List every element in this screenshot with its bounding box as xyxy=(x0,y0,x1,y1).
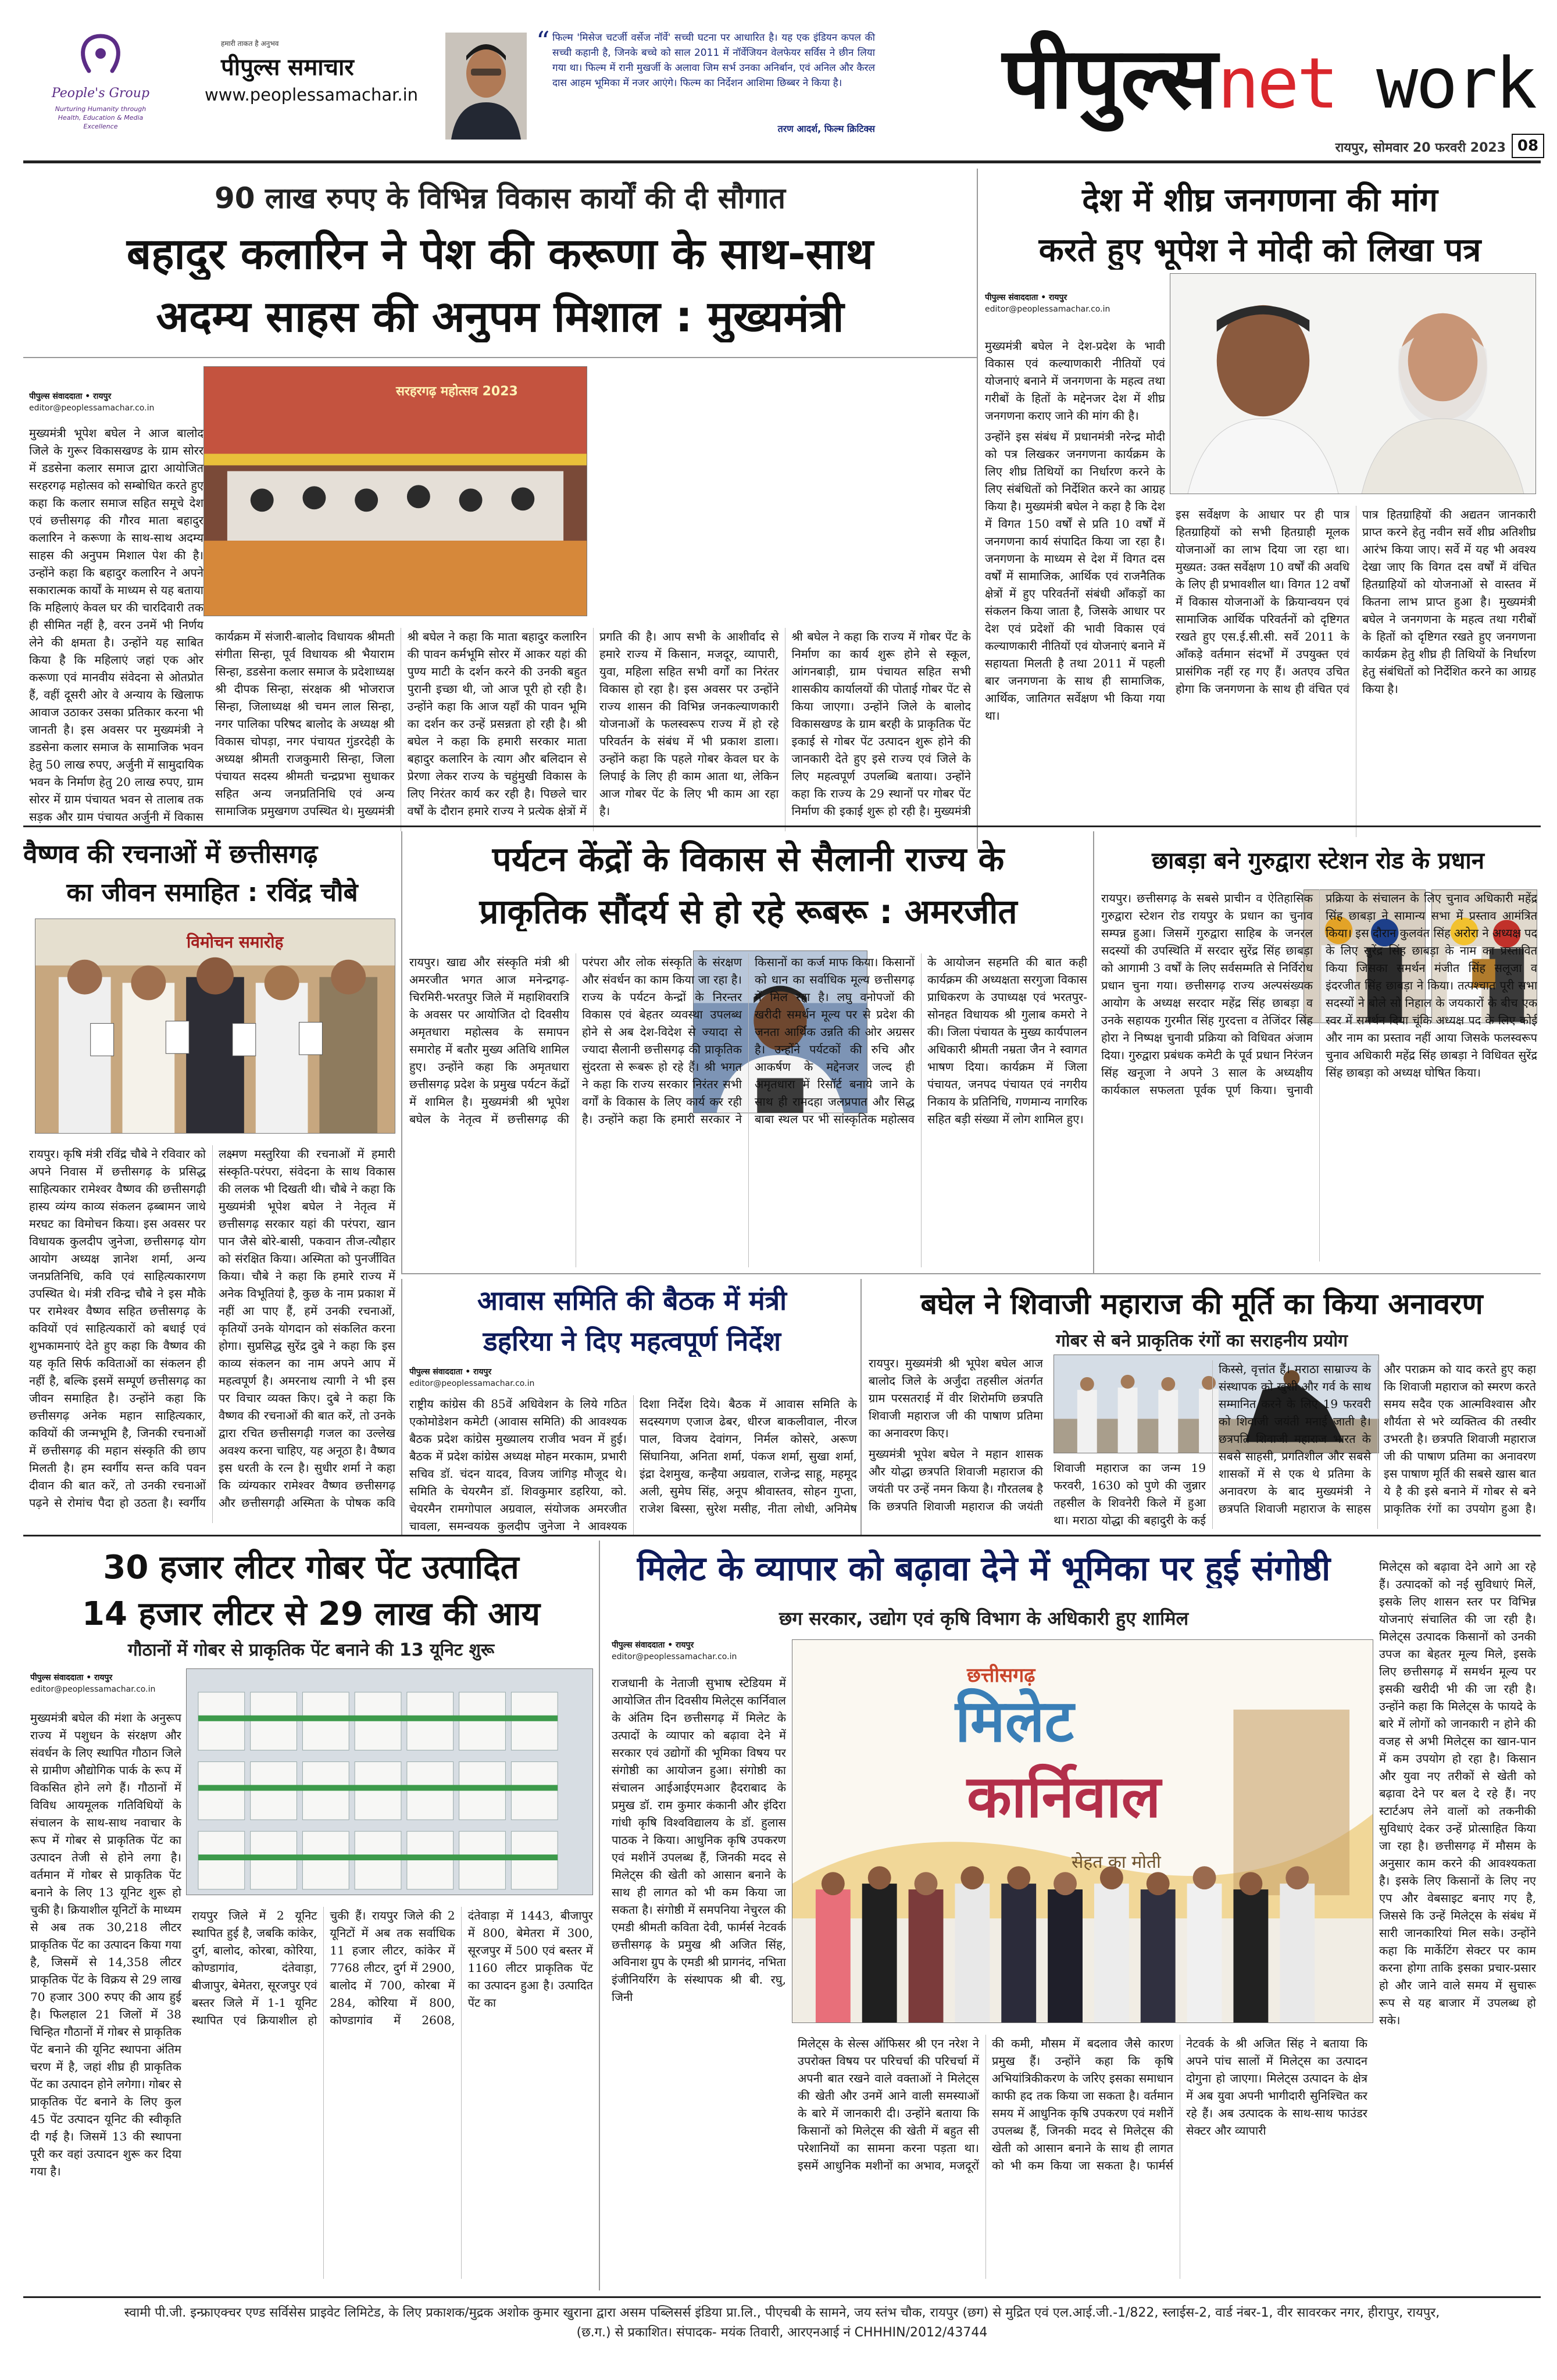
a6-body-p1: राष्ट्रीय कांग्रेस की 85वें अधिवेशन के लिये गठित एकोमोडेशन कमेटी (आवास समिति) की आवश्यक बैठक प्रदेश कांग्रेस मुख्यालय राजीव भवन में हुई। बैठक में प्रदेश कांग्रेस अध्यक्ष मोहन मरकाम, प्रभारी सचिव डॉ. चंदन यादव, विजय जांगिड़ मौजूद थे। समिति के चेयरमैन डॉ. शिवकुमार डहरिया, को. चेयरमैन रामगोपाल अग्रवाल, संयोजक अमरजीत चावला, समन्वयक कुलदीप जुनेजा ने आवश्यक दिशा निर्देश दिये। बैठक में आवास समिति के सदस्यगण एजाज ढेबर, धीरज बाकलीवाल, नीरज पाल, विजय देवांगन, निर्मल कोसरे, अरूण सिंघानिया, अनिता शर्मा, पंकज शर्मा, सुखा शर्मा, इंद्रा देशमुख, कन्हैया अग्रवाल, राजेन्द्र साहू, महमूद अली, सुमेघ सिंह, अनूप श्रीवास्तव, सोहन गुप्ता, राजेश बिस्सा, सुरेश मसीह, नीता लोधी, अनिमेष xyxy=(409,1397,857,1533)
a3-body xyxy=(29,1145,395,1523)
a7-body-p2: मुख्यमंत्री भूपेश बघेल ने महान शासक और योद्धा छत्रपति शिवाजी महाराज की जयंती पर उन्हें नमन किया है। गौरतलब है कि छत्रपति शिवाजी महाराज की जयंती xyxy=(869,1447,1043,1513)
a2-body-p3: इस सर्वेक्षण के आधार पर ही पात्र हितग्राहियों को सभी हितग्राही मूलक योजनाओं का लाभ दिया जा रहा था। मुख्यत: उक्त सर्वेक्षण 10 वर्षों की अवधि के लिए ही प्रभावशील था। विगत 12 वर्षों में विकास योजनाओं के क्रियान्वयन एवं सामाजिक आर्थिक परिवर्तनों को दृष्टिगत रखते हुए एस.ई.सी.सी. सर्वे 2011 के आँकड़े वर्तमान संदर्भों में उपयुक्त एवं प्रासंगिक नहीं रह गए हैं। अतएव उचित होगा कि जनगणना के साथ ही वंचित एवं पात्र हितग्राहियों की अद्यतन जानकारी प्राप्त करने हेतु नवीन सर्वे शीघ्र अतिशीघ्र आरंभ किया जाए। सर्वे में यह भी अवश्य देखा जाए कि विगत दस वर्षों में वंचित हितग्राहियों को योजनाओं से वास्तव में कितना लाभ प्राप्त हुआ है। मुख्यमंत्री बघेल ने जनगणना के महत्व तथा गरीबों के हितों को दृष्टिगत रखते हुए जनगणना कार्यक्रम हेतु शीघ्र ही तिथियों के निर्धारण हेतु संबंधितों को निर्देशित करने का आग्रह किया है। xyxy=(1176,508,1536,696)
critic-portrait xyxy=(445,33,527,140)
a3-photo xyxy=(35,919,395,1134)
a2-email[interactable]: editor@peoplessamachar.co.in xyxy=(985,305,1110,314)
a1-headline-line2: अदम्य साहस की अनुपम मिशाल : मुख्यमंत्री xyxy=(156,292,844,342)
a8-subhead: गौठानों में गोबर से प्राकृतिक पेंट बनाने की 13 यूनिट शुरू xyxy=(127,1640,495,1660)
a7-body-right xyxy=(1054,1360,1536,1529)
a3-photo-banner: विमोचन समारोह xyxy=(187,932,284,952)
a5-body-p1: रायपुर। छत्तीसगढ़ के सबसे प्राचीन व ऐतिहासिक गुरुद्वारा स्टेशन रोड रायपुर के प्रधान का चुनाव सम्पन्न हुआ। जिसमें गुरुद्वारा साहिब के जनरल सदस्यों की उपस्थिति में सरदार सुरेंद्र सिंह छाबड़ा को आगामी 3 वर्षों के लिए सर्वसम्मति से निर्विरोध प्रधान चुना गया। छत्तीसगढ़ राज्य अल्पसंख्यक आयोग के अध्यक्ष सरदार महेंद्र सिंह छाबड़ा व उनके सहायक गुरमीत सिंह गुरदत्ता व तेजिंदर सिंह होरा ने निष्पक्ष चुनावी प्रक्रिया को विधिवत अंजाम दिया। गुरुद्वारा प्रबंधक कमेटी के पूर्व प्रधान निरंजन सिंह खनूजा ने अपने 3 साल के अध्यक्षीय कार्यकाल सफलता पूर्वक पूर्ण किया। चुनावी प्रक्रिया के संचालन के लिए चुनाव अधिकारी महेंद्र सिंह छाबड़ा ने सामान्य सभा में प्रस्ताव आमंत्रित किया। इस दौरान कुलवंत सिंह अरोरा ने अध्यक्ष पद के लिए सुरेंद्र सिंह छाबड़ा के नाम का प्रस्तावित किया जिसका समर्थन मंजीत सिंह सलूजा व इंदरजीत सिंह छाबड़ा ने किया। तत्पश्चात पूरी सभा सदस्यों ने बोले सो निहाल के जयकारों के बीच एक स्वर में समर्थन दिया चूंकि अध्यक्ष पद के लिए कोई और नाम का प्रस्ताव नहीं आया जिसके फलस्वरूप चुनाव अधिकारी महेंद्र सिंह छाबड़ा ने विधिवत सुरेंद्र सिंह छाबड़ा को अध्यक्ष घोषित किया। xyxy=(1101,891,1537,1097)
a3-headline-line2: का जीवन समाहित : रविंद्र चौबे xyxy=(66,878,358,907)
a6-byline-place: रायपुर xyxy=(473,1367,492,1377)
a1-email[interactable]: editor@peoplessamachar.co.in xyxy=(29,403,155,413)
a2-body-left xyxy=(985,337,1165,837)
row-rule-3 xyxy=(23,1535,1541,1536)
a1-photo xyxy=(203,366,587,616)
a7-body-p1: रायपुर। मुख्यमंत्री श्री भूपेश बघेल आज बालोद जिले के अर्जुंदा तहसील अंतर्गत ग्राम परसतराई में वीर शिरोमणि छत्रपति शिवाजी महाराज जी की पाषाण प्रतिमा का अनावरण किए। xyxy=(869,1356,1043,1440)
a9-body-p1: राजधानी के नेताजी सुभाष स्टेडियम में आयोजित तीन दिवसीय मिलेट्स कार्निवाल के अंतिम दिन छत्तीसगढ़ में मिलेट के उत्पादों के व्यापार को बढ़ावा देने में सरकार एवं उद्योगों की भूमिका विषय पर संगोष्ठी का आयोजन हुआ। संगोष्ठी का संचालन आईआईएमआर हैदराबाद के प्रमुख डॉ. राम कुमार कंकानी और इंदिरा गांधी कृषि विश्वविद्यालय के डॉ. हुलास पाठक ने किया। आधुनिक कृषि उपकरण एवं मशीनें उपलब्ध हैं, जिनकी मदद से मिलेट्स की खेती को आसान बनाने के साथ ही लागत को भी कम किया जा सकता है। संगोष्ठी में समपनिया नेचुरल की एमडी श्रीमती कविता देवी, फार्मर्स नेटवर्क छत्तीसगढ़ के प्रमुख श्री अजित सिंह, अविनाश ग्रुप के एमडी श्री प्रागनंद, नभिता इंजीनियरिंग के संस्थापक श्री बी. रघु, जिनी xyxy=(612,1676,786,2004)
a9-body-p2: मिलेट्स के सेल्स ऑफिसर श्री एन नरेश ने उपरोक्त विषय पर परिचर्चा की परिचर्चा में अपनी बात रखने वाले वक्ताओं ने मिलेट्स की खेती और उनमें आने वाली समस्याओं के बारे में जानकारी दी। उन्होंने बताया कि किसानों को मिलेट्स की खेती में बहुत सी परेशानियों का सामना करना पड़ता था। इसमें आधुनिक मशीनों का अभाव, मजदूरों की कमी, मौसम में बदलाव जैसे कारण प्रमुख हैं। उन्होंने कहा कि कृषि अभियांत्रिकीकरण के जरिए इसका समाधान काफी हद तक किया जा सकता है। वर्तमान समय में आधुनिक कृषि उपकरण एवं मशीनें उपलब्ध हैं, जिनकी मदद से मिलेट्स की खेती को आसान बनाने के साथ ही लागत को भी कम किया जा सकता है। फार्मर्स नेटवर्क के श्री अजित सिंह ने बताया कि अपने पांच सालों में मिलेट्स का उत्पादन दोगुना हो जाएगा। मिलेट्स उत्पादन के क्षेत्र में अब युवा अपनी भागीदारी सुनिश्चित कर रहे हैं। अब उत्पादक के साथ-साथ फाउंडर सेक्टर और व्यापारी xyxy=(798,2036,1367,2172)
a9-byline-name: पीपुल्स संवाददाता xyxy=(612,1641,665,1650)
a2-photo xyxy=(1170,273,1536,494)
a1-headline-line1: बहादुर कलारिन ने पेश की करूणा के साथ-साथ xyxy=(126,229,874,279)
a8-body-left xyxy=(30,1709,181,2279)
footer-rule xyxy=(23,2296,1541,2298)
a9-banner-mid: मिलेट xyxy=(955,1687,1074,1755)
footer-imprint xyxy=(23,2303,1541,2343)
a4-body xyxy=(409,953,1087,1267)
a5-body xyxy=(1101,889,1537,1262)
a9-body-p3: मिलेट्स को बढ़ावा देने आगे आ रहे हैं। उत्पादकों को नई सुविधाएं मिलें, इसके लिए शासन स्तर पर विभिन्न योजनाएं संचालित की जा रही है। मिलेट्स उत्पादक किसानों को उनकी उपज का बेहतर मूल्य मिले, इसके लिए छत्तीसगढ़ में समर्थन मूल्य पर इसकी खरीदी भी की जा रही है। उन्होंने कहा कि मिलेट्स के फायदे के बारे में लोगों को जानकारी न होने की वजह से अभी मिलेट्स का खान-पान में कम उपयोग हो रहा है। किसान और युवा नए तरीकों से खेती को बढ़ावा देने पर बल दे रहे हैं। नए स्टार्टअप लेने वालों को तकनीकी सुविधाएं देकर उन्हें प्रोत्साहित किया जा रहा है। छत्तीसगढ़ में मौसम के अनुसार काम करने की आवश्यकता है। इसके लिए किसानों के लिए नए एप और वेबसाइट बनाए गए है, जिससे कि उन्हें मिलेट्स के संबंध में सारी जानकारियां मिल सके। उन्होंने कहा कि मार्केटिंग सेक्टर पर काम करना होगा ताकि इसका प्रचार-प्रसार हो और जाने वाले समय में सुचारू रूप से यह बाजार में उपलब्ध हो सके। xyxy=(1379,1560,1536,2027)
row-rule-1 xyxy=(23,826,1541,827)
a8-body-p2: रायपुर जिले में 2 यूनिट स्थापित हुई है, जबकि कांकेर, दुर्ग, बालोद, कोरबा, कोरिया, कोण्डागांव, दंतेवाड़ा, बीजापुर, बेमेतरा, सूरजपुर एवं बस्तर जिले में 1-1 यूनिट स्थापित एवं क्रियाशील हो चुकी हैं। रायपुर जिले की 2 यूनिटों में अब तक सर्वाधिक 11 हजार लीटर, कांकेर में 7768 लीटर, दुर्ग में 2900, बालोद में 700, कोरबा में 284, कोरिया में 800, कोण्डागांव में 2608, दंतेवाड़ा में 1443, बीजापुर में 800, बेमेतरा में 300, सूरजपुर में 500 एवं बस्तर में 1160 लीटर प्राकृतिक पेंट का उत्पादन हुआ है। उत्पादित पेंट का xyxy=(192,1909,593,2027)
a4-body-p1: रायपुर। खाद्य और संस्कृति मंत्री श्री अमरजीत भगत आज मनेन्द्रगढ़-चिरमिरी-भरतपुर जिले में महाशिवरात्रि के अवसर पर आयोजित दो दिवसीय अमृतधारा महोत्सव के समापन समारोह में बतौर मुख्य अतिथि शामिल हुए। उन्होंने कहा कि अमृतधारा छत्तीसगढ़ प्रदेश के प्रमुख पर्यटन केंद्रों में शामिल है। मुख्यमंत्री श्री भूपेश बघेल के नेतृत्व में छत्तीसगढ़ की परंपरा और लोक संस्कृति के संरक्षण और संवर्धन का काम किया जा रहा है। राज्य के पर्यटन केन्द्रों के निरन्तर विकास एवं बेहतर व्यवस्था उपलब्ध होने से अब देश-विदेश से ज्यादा से ज्यादा सैलानी छत्तीसगढ़ की प्राकृतिक सुंदरता से रूबरू हो रहे हैं। श्री भगत ने कहा कि राज्य सरकार निरंतर सभी वर्गों के विकास के लिए कार्य कर रही है। उन्होंने कहा कि हमारी सरकार ने किसानों का कर्ज माफ किया। किसानों को धान का सर्वाधिक मूल्य छत्तीसगढ़ में मिल रहा है। लघु वनोपजों की खरीदी समर्थन मूल्य पर से प्रदेश की जनता आर्थिक उन्नति की ओर अग्रसर है। उन्होंने पर्यटकों की रुचि और आकर्षण के मद्देनजर जल्द ही अमृतधारा में रिसॉर्ट बनाये जाने के साथ ही रामदहा जलप्रपात और सिद्ध बाबा स्थल पर भी सांस्कृतिक महोत्सव के आयोजन सहमति की बात कही कार्यक्रम की अध्यक्षता सरगुजा विकास प्राधिकरण के उपाध्यक्ष एवं भरतपुर-सोनहत विधायक श्री गुलाब कमरो ने की। जिला पंचायत के मुख्य कार्यपालन अधिकारी श्रीमती नम्रता जैन ने स्वागत भाषण दिया। कार्यक्रम में जिला पंचायत, जनपद पंचायत एवं नगरीय निकाय के प्रतिनिधि, गणमान्य नागरिक सहित बड़ी संख्या में लोग शामिल हुए। xyxy=(409,955,1087,1126)
a2-body-right xyxy=(1176,506,1536,837)
dateline: रायपुर, सोमवार 20 फरवरी 2023 xyxy=(1335,141,1506,155)
a1-body-p1: मुख्यमंत्री भूपेश बघेल ने आज बालोद जिले के गुरूर विकासखण्ड के ग्राम सोरर में डडसेना कलार समाज द्वारा आयोजित सरहरगढ़ महोत्सव को सम्बोधित करते हुए कहा कि कलार समाज सहित समूचे देश एवं छत्तीसगढ़ की गौरव माता बहादुर कलारिन ने करूणा के साथ-साथ अदम्य साहस की अनुपम मिशाल पेश की है। उन्होंने कहा कि बहादुर कलारिन ने अपने सकारात्मक कार्यों के माध्यम से यह बताया कि महिलाएं केवल घर की चारदिवारी तक ही सीमित नहीं है, वरन उनमें भी निर्णय लेने की क्षमता है। उन्होंने यह साबित किया है कि महिलाएं जहां एक ओर करूणा एवं मानवीय संवेदना से ओतप्रोत हैं, वहीं दूसरी ओर वे अन्याय के खिलाफ आवाज उठाकर उसका प्रतिकार करना भी जानती है। इस अवसर पर मुख्यमंत्री ने डडसेना कलार समाज के सामाजिक भवन हेतु 50 लाख रुपए, अर्जुनी में सामुदायिक भवन के निर्माण हेतु 20 लाख रुपए, ग्राम सोरर में ग्राम पंचायत भवन से तालाब तक सड़क और ग्राम पंचायत अर्जुनी में विकास xyxy=(29,426,203,824)
brand-title-net: net xyxy=(1217,44,1337,124)
a2-headline-line2: करते हुए भूपेश ने मोदी को लिखा पत्र xyxy=(1038,231,1481,269)
brand-title xyxy=(866,23,1535,140)
website-link[interactable]: www.peoplessamachar.in xyxy=(205,85,419,105)
footer-imprint-line2: (छ.ग.) से प्रकाशित। संपादक- मयंक तिवारी, आरएनआई नं CHHHIN/2012/43744 xyxy=(576,2325,988,2340)
a5-headline: छाबड़ा बने गुरुद्वारा स्टेशन रोड के प्रधान xyxy=(1152,848,1484,874)
masthead-rule xyxy=(23,160,1541,163)
a4-headline-line1: पर्यटन केंद्रों के विकास से सैलानी राज्य के xyxy=(492,839,1005,879)
a1-body-p3: श्री बघेल ने कहा कि राज्य में गोबर पेंट के निर्माण का कार्य शुरू होने से स्कूल, आंगनबाड़ी, ग्राम पंचायत सहित सभी शासकीय कार्यालयों की पोताई गोबर पेंट से किया जाएगा। उन्होंने जिले के बालोद विकासखण्ड के ग्राम बरही के प्राकृतिक पेंट इकाई से गोबर पेंट उत्पादन शुरू होने की जानकारी देते हुए इसे राज्य एवं जिले के लिए महत्वपूर्ण उपलब्धि बताया। उन्होंने कहा कि राज्य के 29 स्थानों पर गोबर पेंट निर्माण की इकाई शुरू हो रही है। मुख्यमंत्री xyxy=(791,630,971,818)
a8-byline: पीपुल्स संवाददाता • रायपुर editor@peoplessamachar.co.in xyxy=(30,1673,156,1694)
a9-byline: पीपुल्स संवाददाता • रायपुर editor@peoplessamachar.co.in xyxy=(612,1641,737,1661)
a9-body-mid xyxy=(798,2035,1367,2279)
a7-body-left xyxy=(869,1355,1043,1529)
a7-subhead: गोबर से बने प्राकृतिक रंगों का सराहनीय प्रयोग xyxy=(1056,1331,1348,1351)
a9-headline: मिलेट के व्यापार को बढ़ावा देने में भूमिका पर हुई संगोष्ठी xyxy=(637,1549,1331,1588)
article-housing xyxy=(401,1279,860,1535)
a1-byline-name: पीपुल्स संवाददाता xyxy=(29,392,83,401)
a9-body-left xyxy=(612,1674,786,2279)
a6-byline: पीपुल्स संवाददाता • रायपुर editor@peoplessamachar.co.in xyxy=(409,1367,535,1388)
a8-byline-place: रायपुर xyxy=(94,1673,113,1682)
a6-body xyxy=(409,1395,857,1535)
article-millet xyxy=(599,1541,1541,2290)
article-gobar-paint xyxy=(23,1541,599,2290)
a1-photo-banner-text: सरहरगढ़ महोत्सव 2023 xyxy=(396,384,518,399)
a4-headline-line2: प्राकृतिक सौंदर्य से हो रहे रूबरू : अमरजीत xyxy=(479,892,1017,931)
a8-byline-name: पीपुल्स संवाददाता xyxy=(30,1673,84,1682)
a7-body-p3: शिवाजी महाराज का जन्म 19 फरवरी, 1630 को पुणे की जुन्नार तहसील के शिवनेरी किले में हुआ था। मराठा योद्धा की बहादुरी के कई किस्से, वृत्तांत हैं। मराठा साम्राज्य के संस्थापक को खुशी और गर्व के साथ सम्मानित करने के लिए 19 फरवरी को शिवाजी जयंती मनाई जाती है। छत्रपति शिवाजी महाराज भारत के सबसे साहसी, प्रगतिशील और सबसे शासकों में से एक थे प्रतिमा के अनावरण के बाद मुख्यमंत्री ने छत्रपति शिवाजी महाराज के साहस और पराक्रम को याद करते हुए कहा कि शिवाजी महाराज को स्मरण करते समय सदैव एक आत्मविश्वास और शौर्यता से भरे व्यक्तित्व की तस्वीर उभरती है। छत्रपति शिवाजी महाराज जी की पाषाण प्रतिमा का अनावरण इस पाषाण मूर्ति की सबसे खास बात ये है की इसे बनाने में गोबर से बने प्राकृतिक रंगों का उपयोग हुआ है। xyxy=(1054,1362,1536,1527)
a1-body xyxy=(29,424,203,831)
logo-org-name: People's Group xyxy=(51,86,150,101)
a1-rule xyxy=(23,357,977,358)
a9-banner-tag: सेहत का मोती xyxy=(1072,1852,1161,1872)
a1-body-cols xyxy=(215,628,971,831)
a1-body-p2: कार्यक्रम में संजारी-बालोद विधायक श्रीमती संगीता सिन्हा, पूर्व विधायक श्री भैयाराम सिन्हा, डडसेना कलार समाज के प्रदेशाध्यक्ष श्री दीपक सिन्हा, संरक्षक श्री भोजराज सिन्हा, जिलाध्यक्ष श्री चमन लाल सिन्हा, नगर पालिका परिषद बालोद के अध्यक्ष श्री विकास चोपड़ा, नगर पंचायत गुंडरदेही के अध्यक्ष श्रीमती राजकुमारी सिन्हा, जिला पंचायत सदस्य श्रीमती चन्द्रप्रभा सुधाकर सहित अन्य जनप्रतिनिधि एवं अन्य सामाजिक प्रमुखगण उपस्थित थे। मुख्यमंत्री श्री बघेल ने कहा कि माता बहादुर कलारिन की पावन कर्मभूमि सोरर में आकर यहां की पुण्य माटी के दर्शन करने की उनकी बहुत पुरानी इच्छा थी, जो आज पूरी हो रही है। उन्होंने कहा कि आज यहाँ की पावन भूमि का दर्शन कर उन्हें प्रसन्नता हो रही है। श्री बघेल ने कहा कि हमारी सरकार माता बहादुर कलारिन के त्याग और बलिदान से प्रेरणा लेकर राज्य के चहुंमुखी विकास के लिए निरंतर कार्य कर रही है। पिछले चार वर्षों के दौरान हमारे राज्य ने प्रत्येक क्षेत्रों में प्रगति की है। आप सभी के आशीर्वाद से हमारे राज्य में किसान, मजदूर, व्यापारी, युवा, महिला सहित सभी वर्गों का निरंतर विकास हो रहा है। इस अवसर पर उन्होंने राज्य शासन की विभिन्न जनकल्याणकारी योजनाओं के फलस्वरूप राज्य में हो रहे परिवर्तन के संबंध में भी प्रकाश डाला। उन्होंने कहा कि पहले गोबर केवल घर के लिपाई के लिए ही काम आता था, लेकिन आज गोबर पेंट के लिए भी काम आ रहा है। xyxy=(215,630,779,818)
a8-body-p1: मुख्यमंत्री बघेल की मंशा के अनुरूप राज्य में पशुधन के संरक्षण और संवर्धन के लिए स्थापित गौठान जिले से ग्रामीण औद्योगिक पार्क के रूप में विकसित होने लगे हैं। गौठानों में विविध आयमूलक गतिविधियों के संचालन के साथ-साथ नवाचार के रूप में गोबर से प्राकृतिक पेंट का उत्पादन तेजी से होने लगा है। वर्तमान में गोबर से प्राकृतिक पेंट बनाने के लिए 13 यूनिट शुरू हो चुकी है। क्रियाशील यूनिटों के माध्यम से अब तक 30,218 लीटर प्राकृतिक पेंट का उत्पादन किया गया है, जिसमें से 14,358 लीटर प्राकृतिक पेंट के विक्रय से 29 लाख 70 हजार 300 रुपए की आय हुई है। फिलहाल 21 जिलों में 38 चिन्हित गौठानों में गोबर से प्राकृतिक पेंट बनाने की यूनिट स्थापना अंतिम चरण में है, जहां शीघ्र ही प्राकृतिक पेंट का उत्पादन होने लगेगा। गोबर से प्राकृतिक पेंट बनाने के लिए कुल 45 पेंट उत्पादन यूनिट की स्वीकृति दी गई है। जिसमें 13 की स्थापना पूरी कर वहां उत्पादन शुरू कर दिया गया है। xyxy=(30,1711,181,2178)
a6-headline-line2: डहरिया ने दिए महत्वपूर्ण निर्देश xyxy=(483,1325,781,1357)
logo-tagline: Nurturing Humanity through Health, Education & Media Excellence xyxy=(55,105,147,130)
article-chhabra xyxy=(1093,831,1541,1273)
quote-author: तरण आदर्श, फिल्म क्रिटिक्स xyxy=(777,123,875,134)
article-census xyxy=(977,169,1541,849)
a6-byline-name: पीपुल्स संवाददाता xyxy=(409,1367,463,1377)
a3-headline-line1: वैष्णव की रचनाओं में छत्तीसगढ़ xyxy=(23,839,318,869)
paper-kicker: हमारी ताकत है अनुभव xyxy=(221,40,279,48)
a2-byline-place: रायपुर xyxy=(1049,293,1067,302)
footer-imprint-line1: स्वामी पी.जी. इन्फ्राएक्चर एण्ड सर्विसेस प्राइवेट लिमिटेड, के लिए प्रकाशक/मुद्रक अशोक कुमार खुराना द्वारा असम पब्लिसर्स इंडिया प्रा.लि., पीएचबी के सामने, जय स्तंभ चौक, रायपुर (छग) से मुद्रित एवं एल.आई.जी.-1/822, स्लाईस-2, वार्ड नंबर-1, वीर सावरकर नगर, हीरापुर, रायपुर, xyxy=(124,2306,1440,2320)
paper-name: पीपुल्स समाचार xyxy=(221,54,354,81)
a8-photo xyxy=(186,1668,593,1895)
a8-headline-line1: 30 हजार लीटर गोबर पेंट उत्पादित xyxy=(103,1549,519,1586)
a1-kicker: 90 लाख रुपए के विभिन्न विकास कार्यों की दी सौगात xyxy=(214,181,786,215)
article-tourism xyxy=(401,831,1093,1273)
a1-byline-place: रायपुर xyxy=(93,392,112,401)
masthead xyxy=(0,0,1557,169)
a8-email[interactable]: editor@peoplessamachar.co.in xyxy=(30,1685,156,1694)
a2-headline-line1: देश में शीघ्र जनगणना की मांग xyxy=(1082,181,1438,219)
a1-byline: पीपुल्स संवाददाता • रायपुर editor@peoplessamachar.co.in xyxy=(29,392,155,413)
a8-body-right xyxy=(192,1907,593,2279)
a2-byline: पीपुल्स संवाददाता • रायपुर editor@peoplessamachar.co.in xyxy=(985,293,1110,314)
a2-body-p2: उन्होंने इस संबंध में प्रधानमंत्री नरेन्द्र मोदी को पत्र लिखकर जनगणना कार्यक्रम के लिए शीघ्र तिथियों का निर्धारण करने के लिए संबंधितों को निर्देशित करने का आग्रह किया है। मुख्यमंत्री बघेल ने कहा है कि देश में विगत 150 वर्षों से प्रति 10 वर्षों में जनगणना कार्य संपादित किया जा रहा है। जनगणना के माध्यम से देश में विगत दस वर्षों में सामाजिक, आर्थिक एवं राजनैतिक क्षेत्रों में हुए परिवर्तनों संबंधी आँकड़ों का संकलन किया जाता है, जिसके आधार पर देश एवं प्रदेशों की भावी विकास एवं कल्याणकारी नीतियों एवं योजनाएं बनाने में सहायता मिलती है तथा 2011 में पहली बार जनगणना के साथ ही सामाजिक, आर्थिक, जातिगत सर्वेक्षण भी किया गया था। xyxy=(985,430,1165,723)
row-rule-2 xyxy=(401,1273,1541,1274)
a6-headline-line1: आवास समिति की बैठक में मंत्री xyxy=(477,1285,787,1316)
a3-body-p1: रायपुर। कृषि मंत्री रविंद्र चौबे ने रविवार को अपने निवास में छत्तीसगढ़ के प्रसिद्ध साहित्यकार रामेश्वर वैष्णव की छत्तीसगढ़ी हास्य व्यंग्य काव्य संकलन ढ़ब्बामन जाथे मरघट का विमोचन किया। इस अवसर पर विधायक कुलदीप जुनेजा, छत्तीसगढ़ योग आयोग अध्यक्ष ज्ञानेश शर्मा, अन्य जनप्रतिनिधि, कवि एवं साहित्यकारगण उपस्थित थे। मंत्री रविन्द्र चौबे ने इस मौके पर रामेश्वर वैष्णव सहित छत्तीसगढ़ के कवियों एवं साहित्यकारों को बधाई एवं शुभकामनाएं देते हुए कहा कि वैष्णव की यह कृति सिर्फ कविताओं का संकलन ही नहीं है, बल्कि इसमें सम्पूर्ण छत्तीसगढ़ का जीवन समाहित है। उन्होंने कहा कि छत्तीसगढ़ अनेक महान साहित्यकार, कवियों की जन्मभूमि है, जिनकी रचनाओं में छत्तीसगढ़ की महान संस्कृति की छाप मिलती है। हम स्वर्गीय सन्त कवि पवन दीवान की बात करें, तो उनकी रचनाओं पढ़ने से रोमांच पैदा हो उठता है। स्वर्गीय लक्ष्मण मस्तुरिया की रचनाओं में हमारी संस्कृति-परंपरा, संवेदना के साथ विकास की ललक भी दिखती थी। चौबे ने कहा कि मुख्यमंत्री भूपेश बघेल ने नेतृत्व में छत्तीसगढ़ सरकार यहां की परंपरा, खान पान जैसे बोरे-बासी, पकवान तीज-त्यौहार को संरक्षित किया। अस्मिता को पुनर्जीवित किया। चौबे ने कहा कि हमारे राज्य में अनेक विभूतियां है, कुछ के नाम प्रकाश में नहीं आ पाए हैं, हमें उनकी रचनाओं, कृतियों उनके योगदान को संकलित करना होगा। सुप्रसिद्ध सुरेंद्र दुबे ने कहा कि इस काव्य संकलन का नाम अपने आप में महत्वपूर्ण है। अमरनाथ त्यागी ने भी इस पर विचार व्यक्त किए। दुबे ने कहा कि वैष्णव की रचनाओं की बात करें, तो उनके द्वारा रचित छत्तीसगढ़ी गजल का उल्लेख अवश्य करना चाहिए, यह अनूठा है। वैष्णव इस धरती के रत्न है। सुधीर शर्मा ने कहा कि व्यंग्यकार रामेश्वर वैष्णव छत्तीसगढ़ और छत्तीसगढ़ी अस्मिता के पोषक कवि xyxy=(29,1147,395,1510)
a9-subhead: छग सरकार, उद्योग एवं कृषि विभाग के अधिकारी हुए शामिल xyxy=(779,1607,1189,1629)
a9-email[interactable]: editor@peoplessamachar.co.in xyxy=(612,1652,737,1661)
a9-body-right xyxy=(1379,1558,1536,2279)
a7-headline: बघेल ने शिवाजी महाराज की मूर्ति का किया अनावरण xyxy=(920,1287,1483,1321)
a9-banner-top: छत्तीसगढ़ xyxy=(967,1664,1035,1687)
a2-body-p1: मुख्यमंत्री बघेल ने देश-प्रदेश के भावी विकास एवं कल्याणकारी नीतियों एवं योजनाएं बनाने में जनगणना के महत्व तथा गरीबों के हितों के मद्देनजर देश में शीघ्र जनगणना कराए जाने की मांग की है। xyxy=(985,339,1165,423)
a2-byline-name: पीपुल्स संवाददाता xyxy=(985,293,1038,302)
article-vaishnav xyxy=(23,831,401,1535)
film-quote: फिल्म 'मिसेज चटर्जी वर्सेज नॉर्वे' सच्ची घटना पर आधारित है। यह एक इंडियन कपल की सच्ची कहानी है, जिनके बच्चे को साल 2011 में नॉर्वेजियन वेलफेयर सर्विस ने छीन लिया गया था। फिल्म में रानी मुखर्जी के अलावा जिम सर्भ उनका अनिर्बान, एवं अनिल और कैरल दास आहम भूमिका में नजर आएंगे। फिल्म का निर्देशन आशिमा छिब्बर ने किया है। xyxy=(552,32,875,89)
a9-byline-place: रायपुर xyxy=(676,1641,694,1650)
brand-title-hindi: पीपुल्स xyxy=(1002,29,1218,128)
article-shivaji xyxy=(860,1279,1541,1535)
article-kalarin xyxy=(23,169,977,849)
a9-banner-bot: कार्निवाल xyxy=(967,1763,1161,1831)
brand-title-work: work xyxy=(1336,44,1535,124)
a8-headline-line2: 14 हजार लीटर से 29 लाख की आय xyxy=(82,1595,540,1633)
a9-photo xyxy=(792,1639,1373,2023)
peoples-group-logo-icon xyxy=(69,30,133,83)
quote-mark-icon: “ xyxy=(536,26,550,57)
page-number: 08 xyxy=(1512,134,1544,158)
a6-email[interactable]: editor@peoplessamachar.co.in xyxy=(409,1379,535,1388)
